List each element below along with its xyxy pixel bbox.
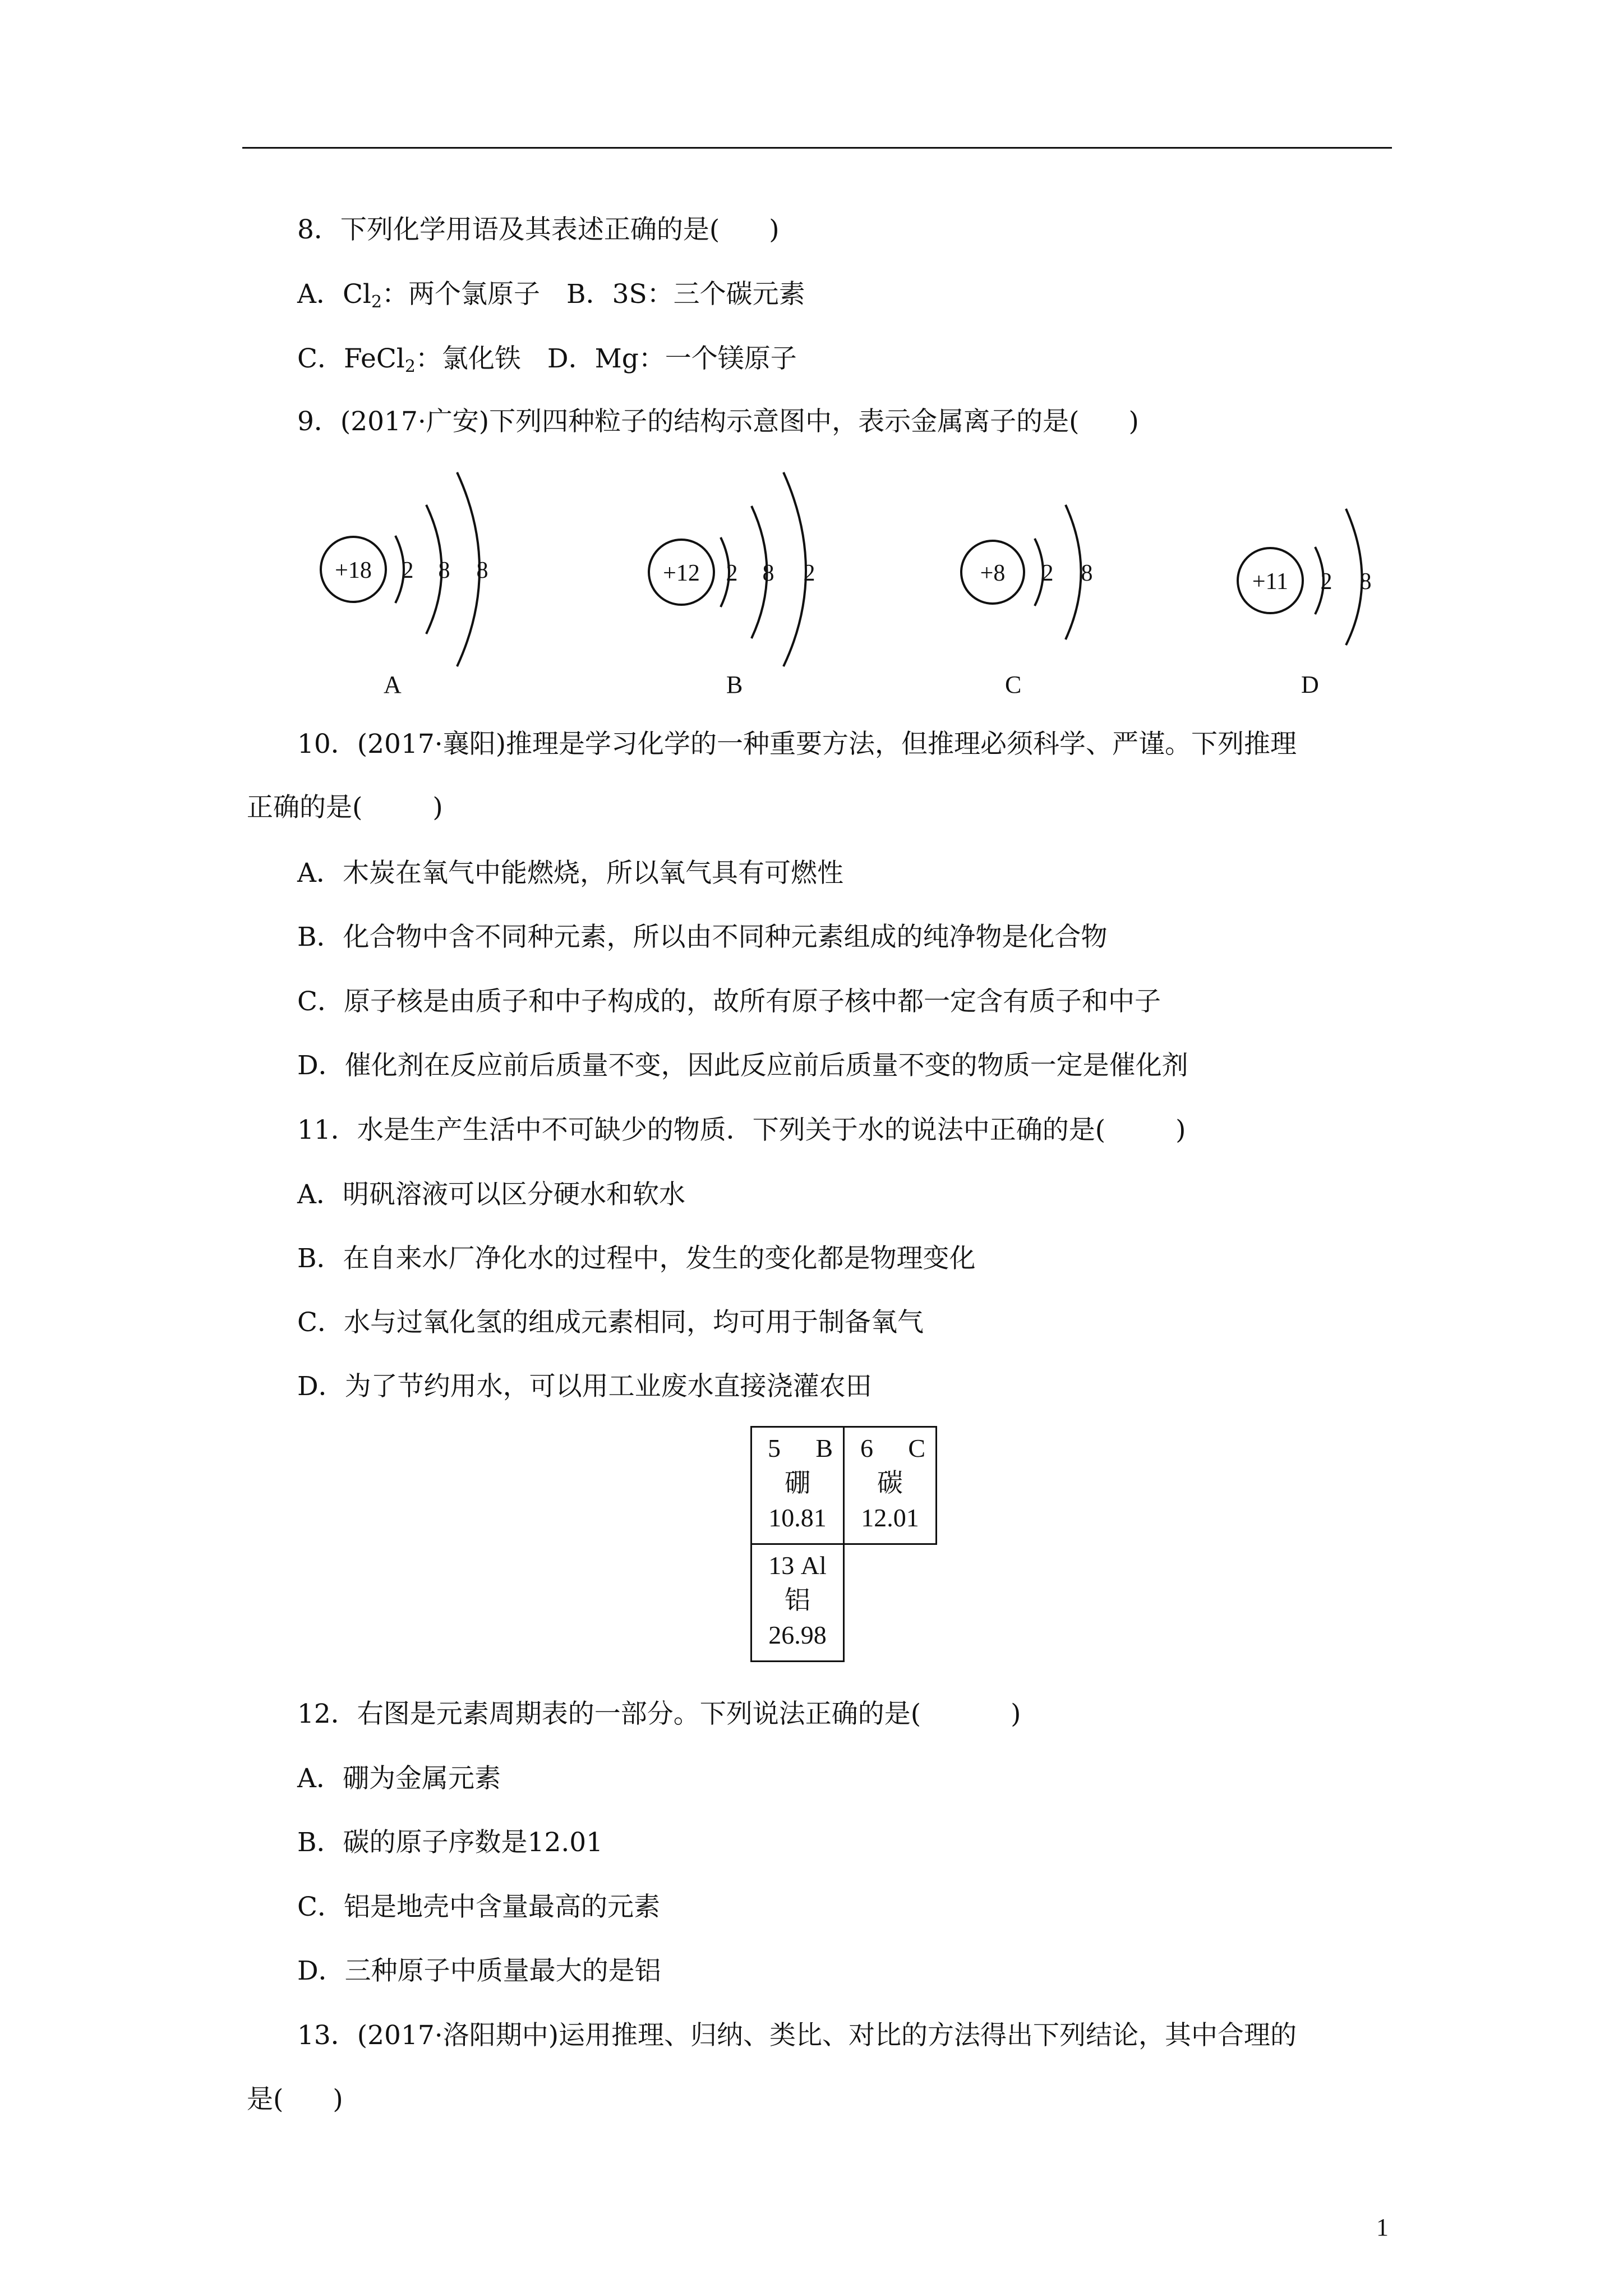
element-symbol: B <box>815 1434 833 1462</box>
q10-option-c: C．原子核是由质子和中子构成的，故所有原子核中都一定含有质子和中子 <box>297 986 1161 1017</box>
atomic-number: 5 <box>768 1434 781 1462</box>
shell-electrons: 2 <box>1320 569 1332 595</box>
element-cell-boron <box>750 1426 845 1545</box>
shell-electrons: 2 <box>726 560 738 586</box>
shell-electrons: 8 <box>762 560 774 586</box>
atom-diagram-a <box>314 466 516 668</box>
shell-electrons: 8 <box>476 558 488 583</box>
q12-stem: 12．右图是元素周期表的一部分。下列说法正确的是( ) <box>297 1699 1021 1729</box>
q8-options-ab: A．$Cl_2$：两个氯原子 B．3S：三个碳元素 <box>297 279 805 312</box>
q12-option-a: A．硼为金属元素 <box>297 1763 501 1794</box>
q11-stem: 11．水是生产生活中不可缺少的物质．下列关于水的说法中正确的是( ) <box>297 1115 1186 1145</box>
nucleus-charge: +18 <box>335 558 372 583</box>
q11-option-c: C．水与过氧化氢的组成元素相同，均可用于制备氧气 <box>297 1307 924 1338</box>
shell-electrons: 2 <box>1041 560 1054 586</box>
atom-diagram-c <box>953 499 1099 645</box>
header-rule <box>242 147 1392 149</box>
q12-option-d: D．三种原子中质量最大的是铝 <box>297 1955 661 1986</box>
atomic-mass: 12.01 <box>861 1503 919 1532</box>
q12-option-b: B．碳的原子序数是12.01 <box>297 1827 603 1858</box>
q10-stem-line2: 正确的是( ) <box>247 792 443 823</box>
atom-diagram-d <box>1231 502 1382 648</box>
q10-stem-line1: 10．(2017·襄阳)推理是学习化学的一种重要方法，但推理必须科学、严谨。下列推理 <box>297 729 1297 760</box>
atomic-mass: 10.81 <box>768 1503 827 1532</box>
electron-shell-2 <box>1066 505 1081 639</box>
shell-electrons: 2 <box>803 560 815 586</box>
q11-option-a: A．明矾溶液可以区分硬水和软水 <box>297 1179 685 1210</box>
nucleus-charge: +8 <box>980 560 1006 586</box>
diagram-label-c: C <box>1005 671 1022 698</box>
q12-option-c: C．铝是地壳中含量最高的元素 <box>297 1892 660 1922</box>
q11-option-d: D．为了节约用水，可以用工业废水直接浇灌农田 <box>297 1371 872 1402</box>
shell-electrons: 8 <box>1081 560 1093 586</box>
shell-electrons: 2 <box>402 558 414 583</box>
atom-diagram-b <box>631 466 833 668</box>
diagram-label-a: A <box>384 671 402 698</box>
shell-electrons: 8 <box>1359 569 1372 595</box>
q10-option-d: D．催化剂在反应前后质量不变，因此反应前后质量不变的物质一定是催化剂 <box>297 1050 1188 1081</box>
atomic-mass: 26.98 <box>768 1621 827 1649</box>
element-symbol: C <box>908 1434 925 1462</box>
electron-shell-3 <box>783 472 806 666</box>
q8-stem: 8．下列化学用语及其表述正确的是( ) <box>297 214 780 245</box>
q10-option-b: B．化合物中含不同种元素，所以由不同种元素组成的纯净物是化合物 <box>297 922 1108 953</box>
nucleus-charge: +11 <box>1252 569 1289 595</box>
element-cell-aluminium <box>750 1543 845 1662</box>
element-name: 铝 <box>785 1586 810 1614</box>
q10-option-a: A．木炭在氧气中能燃烧，所以氧气具有可燃性 <box>297 858 843 889</box>
diagram-label-d: D <box>1301 671 1319 698</box>
q9-stem: 9．(2017·广安)下列四种粒子的结构示意图中，表示金属离子的是( ) <box>297 406 1139 437</box>
q13-stem-line1: 13．(2017·洛阳期中)运用推理、归纳、类比、对比的方法得出下列结论，其中合理的 <box>297 2020 1297 2051</box>
element-name: 硼 <box>785 1469 810 1497</box>
element-symbol: Al <box>800 1551 827 1580</box>
page-number: 1 <box>1376 2214 1389 2241</box>
atomic-number: 6 <box>860 1434 873 1462</box>
shell-electrons: 8 <box>438 558 450 583</box>
element-name: 碳 <box>877 1469 903 1497</box>
q8-options-cd: C．FeCl$_2$：氯化铁 D．Mg：一个镁原子 <box>297 343 797 376</box>
nucleus-charge: +12 <box>663 560 700 586</box>
q13-stem-line2: 是( ) <box>247 2084 343 2115</box>
element-cell-carbon <box>843 1426 937 1545</box>
q11-option-b: B．在自来水厂净化水的过程中，发生的变化都是物理变化 <box>297 1243 976 1274</box>
atomic-number: 13 <box>768 1551 795 1580</box>
diagram-label-b: B <box>726 671 743 698</box>
